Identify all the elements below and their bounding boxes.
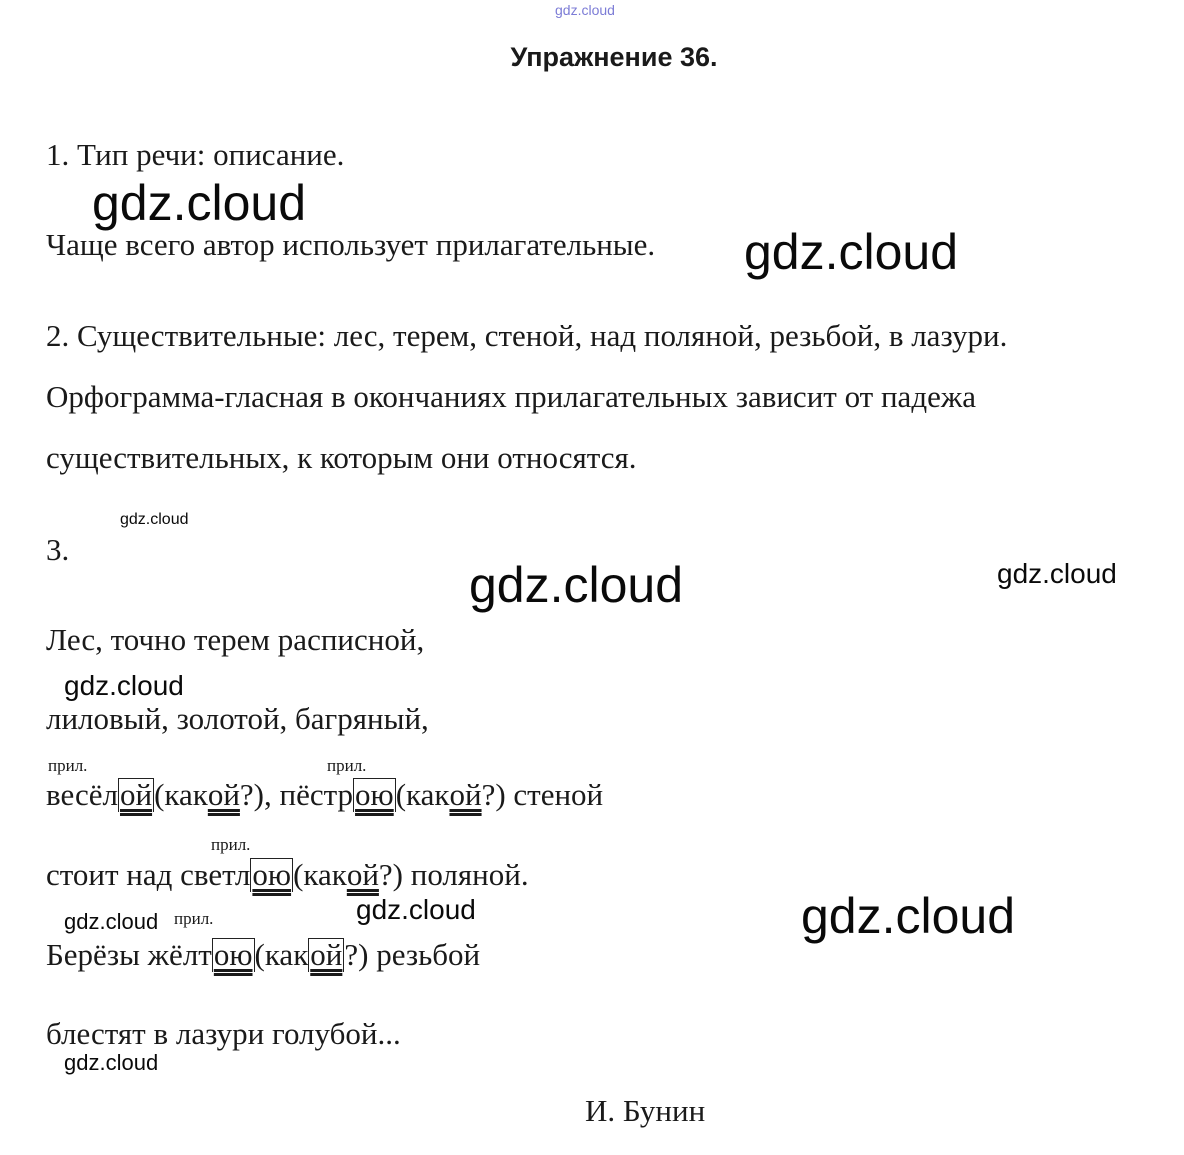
part-of-speech-tag: прил. (174, 909, 214, 928)
question-tail: ?) резьбой (344, 937, 481, 972)
question-ending: ой (346, 857, 379, 892)
answer-line-4: Орфограмма-гласная в окончаниях прилагательных зависит от падежа (46, 379, 977, 414)
word-stem: стоит над светл (46, 857, 251, 892)
ending-box: ою (213, 937, 253, 972)
answer-line-2: Чаще всего автор использует прилагательные. (46, 227, 656, 262)
ending-box: ою (355, 777, 394, 812)
watermark-top: gdz.cloud (555, 2, 615, 18)
answer-line-5: существительных, к которым они относятся. (46, 440, 637, 475)
watermark-2: gdz.cloud (744, 224, 959, 280)
question-text: (как (254, 937, 309, 972)
part-of-speech-tag: прил. (327, 756, 367, 775)
question-text: (как (395, 777, 450, 812)
question-text: (как (154, 777, 208, 812)
poem-line-4 (46, 858, 529, 892)
part-of-speech-tag: прил. (211, 835, 251, 854)
item-3-number: 3. (46, 532, 70, 567)
page-title: Упражнение 36. (510, 42, 718, 72)
word-stem: Берёзы жёлт (46, 937, 212, 972)
poem-line-1: Лес, точно терем расписной, (46, 622, 425, 657)
watermark-4: gdz.cloud (469, 557, 684, 613)
watermark-5: gdz.cloud (997, 558, 1117, 589)
watermark-7: gdz.cloud (64, 909, 159, 934)
part-of-speech-tag: прил. (48, 756, 88, 775)
answer-line-3: 2. Существительные: лес, терем, стеной, над поляной, резьбой, в лазури. (46, 318, 1008, 353)
poem-line-6: блестят в лазури голубой... (46, 1016, 401, 1051)
watermark-10: gdz.cloud (64, 1050, 159, 1075)
answer-line-1: 1. Тип речи: описание. (46, 137, 345, 172)
word-stem: ?), пёстр (239, 777, 354, 812)
ending-box: ою (252, 857, 292, 892)
watermark-9: gdz.cloud (801, 888, 1016, 944)
ending-box: ой (119, 777, 153, 812)
question-text: (как (293, 857, 347, 892)
poem-author: И. Бунин (585, 1093, 706, 1128)
question-ending: ой (207, 777, 240, 812)
question-ending-box: ой (310, 937, 343, 972)
watermark-3: gdz.cloud (120, 511, 189, 528)
watermark-6: gdz.cloud (64, 670, 184, 701)
question-tail: ?) поляной. (378, 857, 529, 892)
word-stem: весёл (46, 777, 118, 812)
watermark-1: gdz.cloud (92, 175, 307, 231)
question-tail: ?) стеной (481, 777, 604, 812)
question-ending: ой (449, 777, 482, 812)
poem-line-3 (46, 778, 603, 812)
poem-line-2: лиловый, золотой, багряный, (46, 701, 429, 736)
poem-line-5 (46, 938, 480, 972)
watermark-8: gdz.cloud (356, 894, 476, 925)
